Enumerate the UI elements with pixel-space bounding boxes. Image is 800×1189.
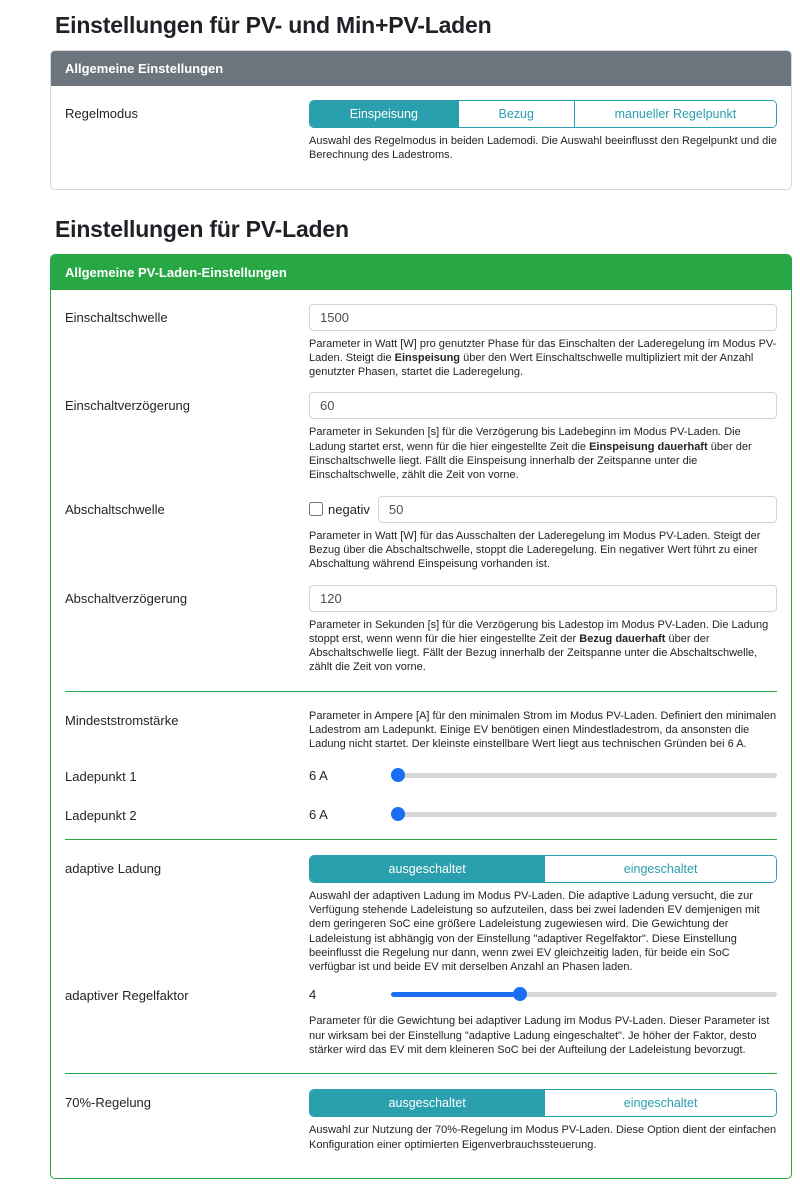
regelmodus-option-einspeisung[interactable]: Einspeisung bbox=[310, 101, 458, 127]
regelfaktor-value: 4 bbox=[309, 987, 317, 1003]
regelfaktor-row bbox=[65, 987, 777, 1057]
card-body bbox=[51, 86, 791, 189]
mindeststromstaerke-help-text: Parameter in Ampere [A] für den minimalen Strom im Modus PV-Laden. Definiert den minimalen Ladestrom am Ladepunkt. Einige EV benötigen einen Mindestladestrom, da ansonsten die Ladung nicht startet. Der kleinste einstellbare Wert liegt aus technischen Gründen bei 6 A. bbox=[309, 709, 777, 751]
ladepunkt2-slider[interactable] bbox=[391, 807, 777, 822]
abschaltschwelle-input[interactable] bbox=[378, 496, 777, 523]
regelung70-row bbox=[65, 1089, 777, 1152]
card-allgemeine-einstellungen bbox=[50, 50, 792, 190]
ladepunkt1-label: Ladepunkt 1 bbox=[65, 768, 137, 784]
ladepunkt1-slider[interactable] bbox=[391, 768, 777, 783]
mindeststromstaerke-row bbox=[65, 707, 777, 752]
regelmodus-option-bezug[interactable]: Bezug bbox=[458, 101, 574, 127]
regelmodus-button-group bbox=[309, 100, 777, 128]
adaptive-ladung-label: adaptive Ladung bbox=[65, 860, 162, 876]
abschaltverzoegerung-label: Abschaltverzögerung bbox=[65, 590, 188, 606]
einschaltschwelle-help-text: Parameter in Watt [W] pro genutzter Phase für das Einschalten der Laderegelung im Modus PV-Laden. Steigt die Einspeisung über den Wert Einschaltschwelle multipliziert mit der Anzahl genutzter Phasen, startet die Laderegelung. bbox=[309, 337, 777, 379]
ladepunkt1-slider-thumb[interactable] bbox=[391, 768, 405, 782]
regelung70-button-group bbox=[309, 1089, 777, 1117]
abschaltschwelle-label: Abschaltschwelle bbox=[65, 501, 165, 517]
card-pv-laden-einstellungen bbox=[50, 254, 792, 1179]
section-divider bbox=[65, 691, 777, 692]
pv-section-title: Einstellungen für PV-Laden bbox=[55, 215, 349, 242]
regelfaktor-slider-thumb[interactable] bbox=[513, 987, 527, 1001]
adaptive-ladung-button-group bbox=[309, 855, 777, 883]
regelung70-option-ausgeschaltet[interactable]: ausgeschaltet bbox=[310, 1090, 544, 1116]
einschaltschwelle-label: Einschaltschwelle bbox=[65, 309, 168, 325]
negativ-checkbox-label: negativ bbox=[328, 501, 370, 517]
section-divider bbox=[65, 1073, 777, 1074]
negativ-checkbox-wrap[interactable] bbox=[309, 502, 370, 517]
adaptive-ladung-row bbox=[65, 855, 777, 975]
einschaltschwelle-row bbox=[65, 304, 777, 380]
abschaltverzoegerung-input[interactable] bbox=[309, 585, 777, 612]
einschaltverzoegerung-row bbox=[65, 392, 777, 482]
abschaltverzoegerung-help-text: Parameter in Sekunden [s] für die Verzögerung bis Ladestop im Modus PV-Laden. Die Ladung stoppt erst, wenn wenn für die hier eingestellte Zeit der Bezug dauerhaft über der Abschaltschwelle liegt. Fällt der Bezug innerhalb der Zeitspanne unter die Abschaltschwelle, zählt die Zeit von vorne. bbox=[309, 618, 769, 674]
mindeststromstaerke-label: Mindeststromstärke bbox=[65, 712, 179, 728]
adaptive-ladung-option-ausgeschaltet[interactable]: ausgeschaltet bbox=[310, 856, 544, 882]
einschaltverzoegerung-input[interactable] bbox=[309, 392, 777, 419]
ladepunkt1-row bbox=[65, 768, 777, 784]
regelmodus-help-text: Auswahl des Regelmodus in beiden Lademodi. Die Auswahl beeinflusst den Regelpunkt und die Berechnung des Ladestroms. bbox=[309, 135, 777, 162]
regelung70-label: 70%-Regelung bbox=[65, 1095, 152, 1111]
abschaltschwelle-help-text: Parameter in Watt [W] für das Ausschalten der Laderegelung im Modus PV-Laden. Steigt der Bezug über die Abschaltschwelle, stoppt die Laderegelung. Ein negativer Wert führt zu einer Abschaltung während Einspeisung vorhanden ist. bbox=[309, 529, 761, 571]
regelmodus-option-manueller-regelpunkt[interactable]: manueller Regelpunkt bbox=[574, 101, 776, 127]
ladepunkt1-value: 6 A bbox=[309, 768, 328, 784]
abschaltschwelle-row bbox=[65, 496, 777, 572]
regelung70-help-text: Auswahl zur Nutzung der 70%-Regelung im Modus PV-Laden. Diese Option dient der einfachen Konfiguration einer optimierten Eigenverbrauchssteuerung. bbox=[309, 1124, 777, 1151]
ladepunkt2-slider-thumb[interactable] bbox=[391, 807, 405, 821]
adaptive-ladung-help-text: Auswahl der adaptiven Ladung im Modus PV-Laden. Die adaptive Ladung versucht, die zur Verfügung stehende Ladeleistung so aufzuteilen, dass bei zwei ladenden EV demjenigen mit dem geringeren SoC eine größere Ladeleistung zugewiesen wird. Die Gewichtung der Ladeleistung ist abhängig von der Einstellung "adaptiver Regelfaktor". Diese Einstellung beeinflusst die Regelung nur dann, wenn zwei EV gleichzeitig laden, für beide ein SoC verfügbar ist und beide EV mit derselben Anzahl an Phasen laden. bbox=[309, 889, 760, 974]
ladepunkt2-row bbox=[65, 807, 777, 823]
page-title: Einstellungen für PV- und Min+PV-Laden bbox=[55, 12, 492, 38]
ladepunkt2-label: Ladepunkt 2 bbox=[65, 807, 137, 823]
card-body bbox=[51, 290, 791, 1178]
regelmodus-label: Regelmodus bbox=[65, 106, 138, 121]
section-divider bbox=[65, 839, 777, 840]
card-header-pv-laden: Allgemeine PV-Laden-Einstellungen bbox=[51, 255, 791, 290]
regelmodus-row bbox=[65, 100, 777, 163]
regelfaktor-label: adaptiver Regelfaktor bbox=[65, 988, 189, 1004]
card-header-allgemeine-einstellungen: Allgemeine Einstellungen bbox=[51, 51, 791, 86]
adaptive-ladung-option-eingeschaltet[interactable]: eingeschaltet bbox=[544, 856, 776, 882]
regelung70-option-eingeschaltet[interactable]: eingeschaltet bbox=[544, 1090, 776, 1116]
abschaltverzoegerung-row bbox=[65, 585, 777, 675]
ladepunkt2-value: 6 A bbox=[309, 807, 328, 823]
einschaltschwelle-input[interactable] bbox=[309, 304, 777, 331]
einschaltverzoegerung-help-text: Parameter in Sekunden [s] für die Verzögerung bis Ladebeginn im Modus PV-Laden. Die Ladung startet erst, wenn für die hier eingestellte Zeit die Einspeisung dauerhaft über der Einschaltschwelle liegt. Fällt die Einspeisung innerhalb der Zeitspanne unter die Einschaltschwelle, zählt die Zeit von vorne. bbox=[309, 426, 752, 482]
regelfaktor-slider[interactable] bbox=[391, 987, 777, 1002]
negativ-checkbox[interactable] bbox=[309, 502, 323, 516]
regelfaktor-help-text: Parameter für die Gewichtung bei adaptiver Ladung im Modus PV-Laden. Dieser Parameter ist nur wirksam bei der Einstellung "adaptive Ladung eingeschaltet". Je höher der Faktor, desto stärker wird das EV mit dem kleineren SoC bei der Aufteilung der Ladeleistung bevorzugt. bbox=[309, 1015, 770, 1057]
einschaltverzoegerung-label: Einschaltverzögerung bbox=[65, 398, 191, 414]
